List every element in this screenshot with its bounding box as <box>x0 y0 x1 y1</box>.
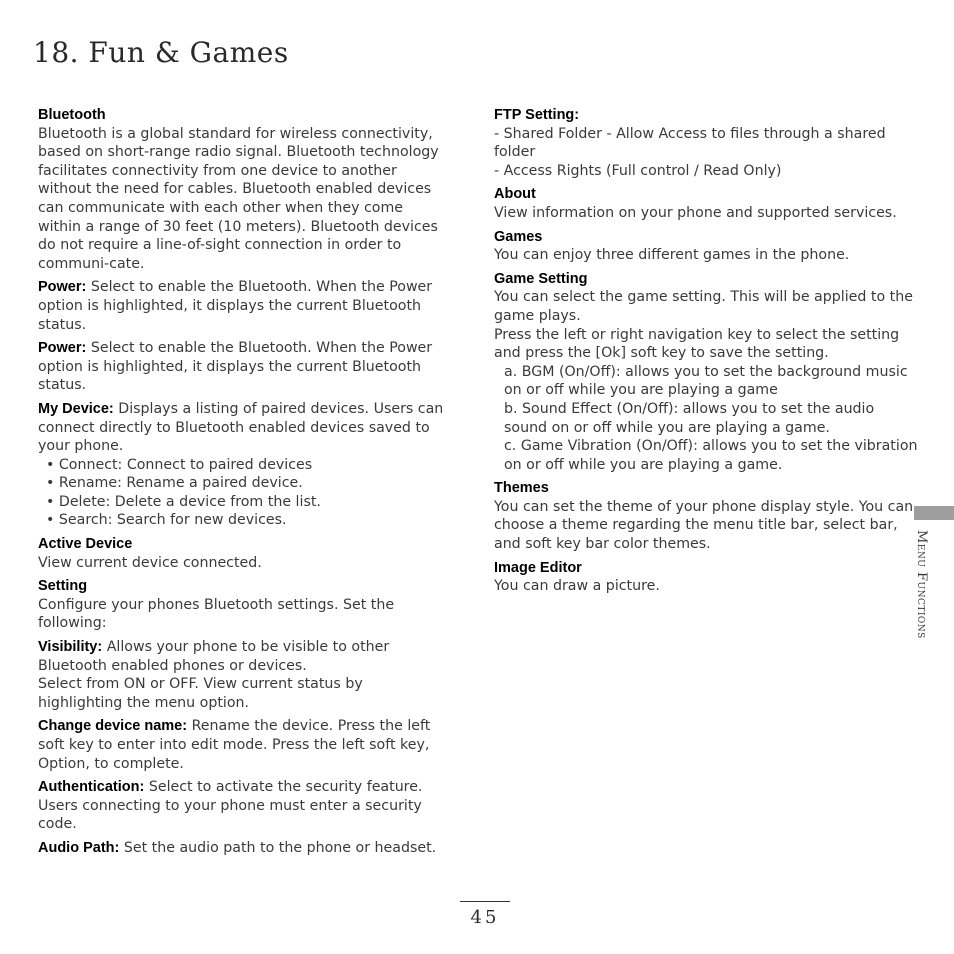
section-bluetooth <box>38 106 446 273</box>
term-authentication: Authentication: <box>38 779 145 796</box>
game-setting-instructions: Press the left or right navigation key to select the setting and press the [Ok] soft key to save the setting. <box>494 326 900 362</box>
game-setting-options <box>494 363 919 475</box>
page-number: 45 <box>470 907 500 928</box>
heading-themes: Themes <box>494 480 549 497</box>
change-name-paragraph <box>38 717 446 773</box>
themes-text: You can set the theme of your phone display style. You can choose a theme regarding the menu title bar, select bar, and soft key bar color themes. <box>494 498 914 553</box>
heading-about: About <box>494 186 536 203</box>
visibility-extra-text: Select from ON or OFF. View current status by highlighting the menu option. <box>38 676 363 711</box>
heading-game-setting: Game Setting <box>494 270 588 287</box>
section-power <box>38 278 446 334</box>
section-authentication <box>38 778 446 834</box>
power-paragraph <box>38 278 446 334</box>
left-column <box>38 106 446 863</box>
change-name-text: Rename the device. Press the left soft key to enter into edit mode. Press the left soft key, Option, to complete. <box>38 718 431 772</box>
section-ftp-setting <box>494 106 919 180</box>
setting-text: Configure your phones Bluetooth settings. Set the following: <box>38 596 395 632</box>
game-setting-text: You can select the game setting. This will be applied to the game plays. <box>494 289 913 324</box>
power-text: Select to enable the Bluetooth. When the Power option is highlighted, it displays the current Bluetooth status. <box>38 279 433 333</box>
audio-path-paragraph <box>38 839 446 858</box>
side-section-label: Menu Functions <box>914 530 929 639</box>
heading-image-editor: Image Editor <box>494 559 582 576</box>
bluetooth-description: Bluetooth is a global standard for wireless connectivity, based on short-range radio signal. Bluetooth technology facilitates connectivity from one device to another without the need for cables. Bluetooth enabled devices can communicate with each other when they come within a range of 30 feet (10 meters). Bluetooth devices do not require a line-of-sight connection in order to communi-cate. <box>38 125 439 272</box>
about-text: View information on your phone and supported services. <box>494 204 897 221</box>
game-option-sound-effect: b. Sound Effect (On/Off): allows you to set the audio sound on or off while you are playing a game. <box>504 400 875 436</box>
heading-bluetooth: Bluetooth <box>38 107 106 123</box>
section-themes <box>494 479 919 553</box>
audio-path-text: Set the audio path to the phone or headset. <box>119 839 437 856</box>
list-item-connect: • Connect: Connect to paired devices <box>46 456 446 475</box>
authentication-text: Select to activate the security feature. Users connecting to your phone must enter a security code. <box>38 779 423 833</box>
section-visibility <box>38 638 446 712</box>
visibility-text: Allows your phone to be visible to other Bluetooth enabled phones or devices. <box>38 639 390 674</box>
page-title: 18. Fun & Games <box>33 36 289 69</box>
section-power-repeat <box>38 339 446 395</box>
heading-ftp-setting: FTP Setting: <box>494 107 580 123</box>
heading-games: Games <box>494 228 543 245</box>
active-device-text: View current device connected. <box>38 554 262 571</box>
section-about <box>494 185 919 222</box>
section-tab-marker <box>914 506 954 520</box>
right-column <box>494 106 919 601</box>
ftp-shared-folder-text: - Shared Folder - Allow Access to files through a shared folder <box>494 125 886 161</box>
section-image-editor <box>494 559 919 596</box>
term-power: Power: <box>38 279 87 296</box>
authentication-paragraph <box>38 778 446 834</box>
term-visibility: Visibility: <box>38 639 103 656</box>
visibility-paragraph <box>38 638 446 675</box>
ftp-access-rights-text: - Access Rights (Full control / Read Only) <box>494 162 782 179</box>
list-item-rename: • Rename: Rename a paired device. <box>46 474 446 493</box>
section-my-device <box>38 400 446 530</box>
game-option-vibration: c. Game Vibration (On/Off): allows you to set the vibration on or off while you are playing a game. <box>504 438 918 473</box>
term-change-device-name: Change device name: <box>38 718 188 735</box>
section-audio-path <box>38 839 446 858</box>
my-device-options-list <box>38 456 446 530</box>
list-item-delete: • Delete: Delete a device from the list. <box>46 493 446 512</box>
section-games <box>494 228 919 265</box>
heading-active-device: Active Device <box>38 536 133 553</box>
heading-setting: Setting <box>38 578 88 595</box>
my-device-paragraph <box>38 400 446 456</box>
section-game-setting <box>494 270 919 475</box>
list-item-search: • Search: Search for new devices. <box>46 511 446 530</box>
power-paragraph-repeat <box>38 339 446 395</box>
section-change-device-name <box>38 717 446 773</box>
games-text: You can enjoy three different games in the phone. <box>494 247 850 264</box>
term-power-repeat: Power: <box>38 340 87 357</box>
term-audio-path: Audio Path: <box>38 839 120 856</box>
my-device-text: Displays a listing of paired devices. Users can connect directly to Bluetooth enabled devices saved to your phone. <box>38 400 444 455</box>
game-option-bgm: a. BGM (On/Off): allows you to set the background music on or off while you are playing a game <box>504 363 908 399</box>
section-setting <box>38 577 446 633</box>
power-text-repeat: Select to enable the Bluetooth. When the Power option is highlighted, it displays the current Bluetooth status. <box>38 340 433 394</box>
image-editor-text: You can draw a picture. <box>494 578 660 595</box>
footer-rule <box>460 901 510 902</box>
section-active-device <box>38 535 446 572</box>
term-my-device: My Device: <box>38 400 114 417</box>
